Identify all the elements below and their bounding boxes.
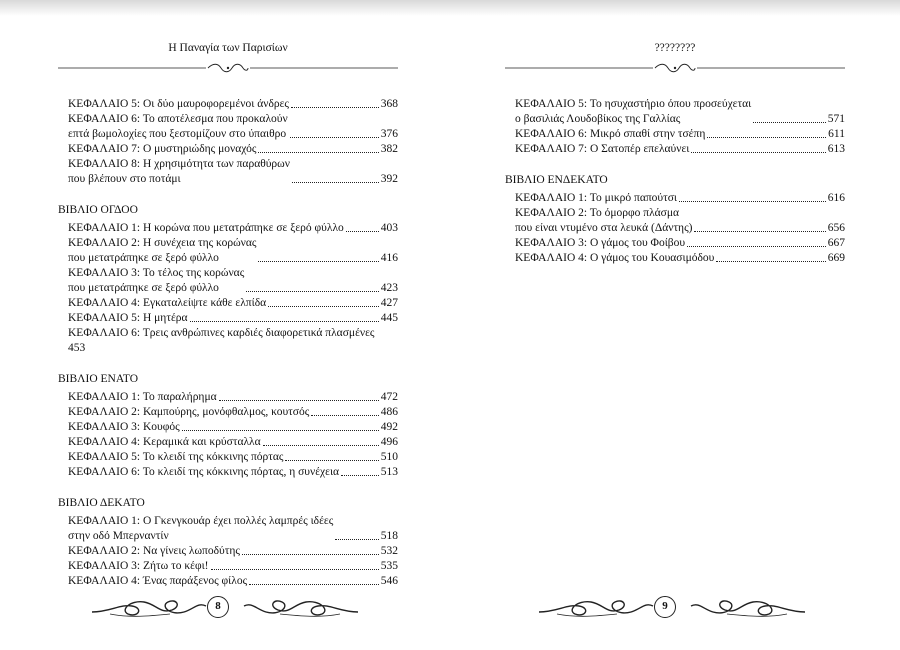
- dot-leader: [246, 291, 378, 292]
- toc-entry: [58, 574, 398, 589]
- page-number-left: 8: [207, 596, 229, 618]
- head-rule-ornament-right: [505, 63, 845, 73]
- toc-entry-label: ΚΕΦΑΛΑΙΟ 5: Η μητέρα: [68, 312, 188, 324]
- toc-entry-label: ΚΕΦΑΛΑΙΟ 1: Ο Γκενγκουάρ έχει πολλές λαμπρές ιδέες στην οδό Μπερναντίν: [68, 515, 334, 542]
- toc-entry-label: ΚΕΦΑΛΑΙΟ 5: Το ησυχαστήριο όπου προσεύχεται ο βασιλιάς Λουδοβίκος της Γαλλίας: [515, 98, 752, 125]
- toc-entry: [505, 97, 845, 127]
- book-title: ΒΙΒΛΙΟ ΕΝΔΕΚΑΤΟ: [505, 174, 608, 186]
- toc-entry-label: ΚΕΦΑΛΑΙΟ 1: Το μικρό παπούτσι: [515, 192, 678, 204]
- dot-leader: [268, 306, 379, 307]
- dot-leader: [182, 430, 379, 431]
- toc-entry-page: 513: [380, 466, 398, 478]
- toc-entry-label: ΚΕΦΑΛΑΙΟ 3: Ζήτω το κέφι!: [68, 560, 209, 572]
- toc-entry: [505, 251, 845, 266]
- toc-entry-label: ΚΕΦΑΛΑΙΟ 7: Ο μυστηριώδης μοναχός: [68, 143, 257, 155]
- toc-entry: [58, 266, 398, 296]
- toc-entry-label: ΚΕΦΑΛΑΙΟ 4: Κεραμικά και κρύσταλλα: [68, 436, 261, 448]
- toc-entry-page: 616: [827, 192, 845, 204]
- dot-leader: [292, 182, 379, 183]
- toc-entry-page: 613: [827, 143, 845, 155]
- book-title: ΒΙΒΛΙΟ ΕΝΑΤΟ: [58, 373, 139, 385]
- toc-entry-label: ΚΕΦΑΛΑΙΟ 2: Καμπούρης, μονόφθαλμος, κουτσός: [68, 406, 310, 418]
- toc-entry: [505, 236, 845, 251]
- running-head-right: ????????: [654, 42, 696, 54]
- dot-leader: [311, 415, 378, 416]
- toc-entry-label: ΚΕΦΑΛΑΙΟ 4: Ο γάμος του Κουασιμόδου: [515, 252, 715, 264]
- toc-entry: [58, 311, 398, 326]
- toc-entry-label: ΚΕΦΑΛΑΙΟ 2: Το όμορφο πλάσμα που είναι ντυμένο στα λευκά (Δάντης): [515, 207, 693, 234]
- toc-entry: [58, 450, 398, 465]
- toc-entry-label: ΚΕΦΑΛΑΙΟ 3: Ο γάμος του Φοίβου: [515, 237, 686, 249]
- toc-entry-label: ΚΕΦΑΛΑΙΟ 1: Η κορώνα που μετατράπηκε σε ξερό φύλλο: [68, 222, 344, 234]
- toc-entry: [58, 390, 398, 405]
- dot-leader: [335, 539, 378, 540]
- dot-leader: [679, 201, 826, 202]
- toc-entry-page: 376: [380, 128, 398, 140]
- toc-entry-page: 532: [380, 545, 398, 557]
- toc-entry-page: 392: [380, 173, 398, 185]
- toc-entry-page: 535: [380, 560, 398, 572]
- head-rule-ornament-left: [58, 63, 398, 73]
- dot-leader: [691, 152, 825, 153]
- toc-entry: [58, 236, 398, 266]
- toc-entry-page: 445: [380, 312, 398, 324]
- toc-entry-label: ΚΕΦΑΛΑΙΟ 2: Η συνέχεια της κορώνας που μετατράπηκε σε ξερό φύλλο: [68, 237, 257, 264]
- dot-leader: [753, 122, 825, 123]
- dot-leader: [341, 475, 379, 476]
- toc-entry-label: ΚΕΦΑΛΑΙΟ 8: Η χρησιμότητα των παραθύρων που βλέπουν στο ποτάμι: [68, 158, 290, 185]
- dot-leader: [258, 152, 378, 153]
- toc-entry-page: 571: [827, 113, 845, 125]
- toc-entry-page: 423: [380, 282, 398, 294]
- dot-leader: [694, 231, 825, 232]
- left-page: [58, 0, 398, 650]
- toc-entry-page: 427: [380, 297, 398, 309]
- dot-leader: [707, 137, 826, 138]
- dot-leader: [346, 231, 379, 232]
- toc-entry: [58, 296, 398, 311]
- toc-entry: [505, 142, 845, 157]
- dot-leader: [190, 321, 379, 322]
- toc-entry-label: ΚΕΦΑΛΑΙΟ 6: Τρεις ανθρώπινες καρδιές διαφορετικά πλασμένες: [68, 327, 375, 339]
- toc-entry-label: ΚΕΦΑΛΑΙΟ 5: Το κλειδί της κόκκινης πόρτας: [68, 451, 284, 463]
- toc-entry: [58, 514, 398, 544]
- toc-entry: [58, 405, 398, 420]
- toc-entry-page: 453: [68, 342, 86, 354]
- toc-entry-page: 611: [828, 128, 845, 140]
- toc-entry-page: 510: [380, 451, 398, 463]
- toc-entry-page: 669: [827, 252, 845, 264]
- right-page: [505, 0, 845, 650]
- toc-entry: [58, 221, 398, 236]
- toc-entry: [505, 127, 845, 142]
- toc-entry-page: 416: [380, 252, 398, 264]
- toc-entry-page: 368: [380, 98, 398, 110]
- dot-leader: [249, 584, 379, 585]
- book-title: ΒΙΒΛΙΟ ΟΓΔΟΟ: [58, 204, 138, 216]
- toc-entry: [58, 142, 398, 157]
- toc-entry: [58, 326, 398, 356]
- toc-entry: [58, 559, 398, 574]
- toc-entry: [58, 157, 398, 187]
- toc-entry-label: ΚΕΦΑΛΑΙΟ 6: Το αποτέλεσμα που προκαλούν επτά βωμολοχίες που ξεστομίζουν στο ύπαιθρο: [68, 113, 288, 140]
- toc-entry-label: ΚΕΦΑΛΑΙΟ 5: Οι δύο μαυροφορεμένοι άνδρες: [68, 98, 289, 110]
- toc-entry: [505, 191, 845, 206]
- dot-leader: [211, 569, 379, 570]
- dot-leader: [242, 554, 379, 555]
- toc-entry-label: ΚΕΦΑΛΑΙΟ 7: Ο Σατοπέρ επελαύνει: [515, 143, 690, 155]
- dot-leader: [291, 107, 379, 108]
- toc-entry-page: 472: [380, 391, 398, 403]
- toc-entry: [505, 206, 845, 236]
- toc-entry-label: ΚΕΦΑΛΑΙΟ 6: Το κλειδί της κόκκινης πόρτας, η συνέχεια: [68, 466, 340, 478]
- toc-entry-label: ΚΕΦΑΛΑΙΟ 1: Το παραλήρημα: [68, 391, 217, 403]
- dot-leader: [290, 137, 379, 138]
- toc-entry: [58, 435, 398, 450]
- toc-entry-page: 656: [827, 222, 845, 234]
- toc-entry-page: 518: [380, 530, 398, 542]
- toc-entry-label: ΚΕΦΑΛΑΙΟ 3: Το τέλος της κορώνας που μετατράπηκε σε ξερό φύλλο: [68, 267, 245, 294]
- toc-entry: [58, 97, 398, 112]
- dot-leader: [258, 261, 378, 262]
- toc-entry-page: 486: [380, 406, 398, 418]
- toc-entry: [58, 465, 398, 480]
- dot-leader: [716, 261, 825, 262]
- toc-entry-label: ΚΕΦΑΛΑΙΟ 4: Ένας παράξενος φίλος: [68, 575, 248, 587]
- table-of-contents-left: [58, 97, 398, 589]
- toc-entry: [58, 112, 398, 142]
- toc-entry-page: 546: [380, 575, 398, 587]
- book-title: ΒΙΒΛΙΟ ΔΕΚΑΤΟ: [58, 497, 145, 509]
- dot-leader: [219, 400, 379, 401]
- page-number-right: 9: [654, 596, 676, 618]
- dot-leader: [285, 460, 378, 461]
- toc-entry-label: ΚΕΦΑΛΑΙΟ 6: Μικρό σπαθί στην τσέπη: [515, 128, 706, 140]
- running-head-left: Η Παναγία των Παρισίων: [168, 42, 288, 54]
- toc-entry: [58, 420, 398, 435]
- toc-entry: [58, 544, 398, 559]
- toc-entry-label: ΚΕΦΑΛΑΙΟ 2: Να γίνεις λωποδύτης: [68, 545, 240, 557]
- toc-entry-page: 492: [380, 421, 398, 433]
- toc-entry-label: ΚΕΦΑΛΑΙΟ 3: Κουφός: [68, 421, 180, 433]
- toc-entry-label: ΚΕΦΑΛΑΙΟ 4: Εγκαταλείψτε κάθε ελπίδα: [68, 297, 267, 309]
- toc-entry-page: 667: [827, 237, 845, 249]
- toc-entry-page: 382: [380, 143, 398, 155]
- toc-entry-page: 496: [380, 436, 398, 448]
- table-of-contents-right: [505, 97, 845, 266]
- dot-leader: [263, 445, 379, 446]
- dot-leader: [687, 246, 826, 247]
- toc-entry-page: 403: [380, 222, 398, 234]
